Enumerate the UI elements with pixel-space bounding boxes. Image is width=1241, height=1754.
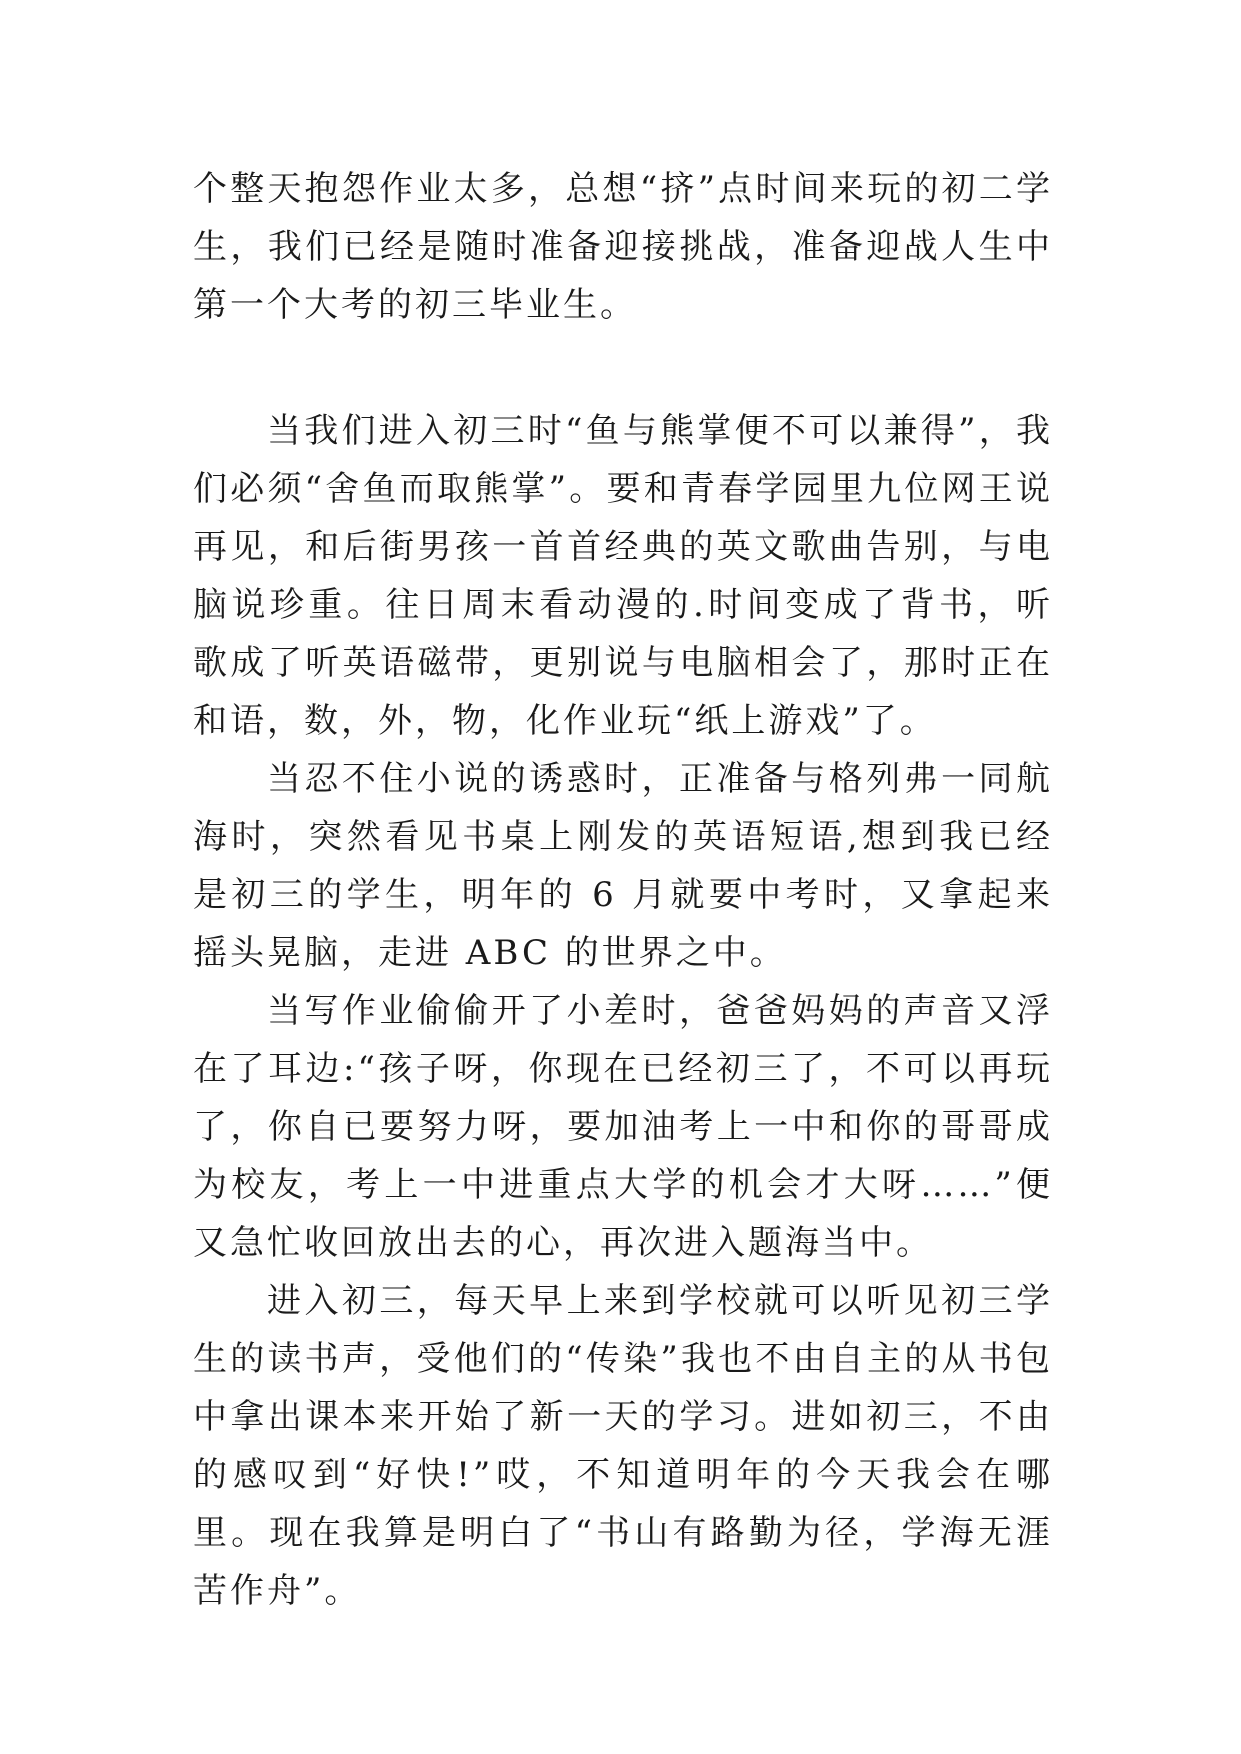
paragraph-novel-temptation: 当忍不住小说的诱惑时，正准备与格列弗一同航海时，突然看见书桌上刚发的英语短语,想到我已经是初三的学生，明年的 6 月就要中考时，又拿起来摇头晃脑，走进 ABC 的世界之中。	[193, 759, 1053, 973]
paragraph-continuation: 个整天抱怨作业太多，总想“挤”点时间来玩的初二学生，我们已经是随时准备迎接挑战，准备迎战人生中第一个大考的初三毕业生。	[193, 169, 1053, 325]
paragraph-parents-voice: 当写作业偷偷开了小差时，爸爸妈妈的声音又浮在了耳边:“孩子呀，你现在已经初三了，不可以再玩了，你自已要努力呀，要加油考上一中和你的哥哥成为校友，考上一中进重点大学的机会才大呀……”便又急忙收回放出去的心，再次进入题海当中。	[193, 991, 1053, 1263]
document-body	[193, 160, 1053, 1620]
paragraph-morning-reading: 进入初三，每天早上来到学校就可以听见初三学生的读书声，受他们的“传染”我也不由自主的从书包中拿出课本来开始了新一天的学习。进如初三，不由的感叹到“好快!”哎，不知道明年的今天我会在哪里。现在我算是明白了“书山有路勤为径，学海无涯苦作舟”。	[193, 1281, 1053, 1611]
paragraph-entering-grade-nine: 当我们进入初三时“鱼与熊掌便不可以兼得”，我们必须“舍鱼而取熊掌”。要和青春学园里九位网王说再见，和后街男孩一首首经典的英文歌曲告别，与电脑说珍重。往日周末看动漫的.时间变成了背书，听歌成了听英语磁带，更别说与电脑相会了，那时正在和语，数，外，物，化作业玩“纸上游戏”了。	[193, 411, 1053, 741]
